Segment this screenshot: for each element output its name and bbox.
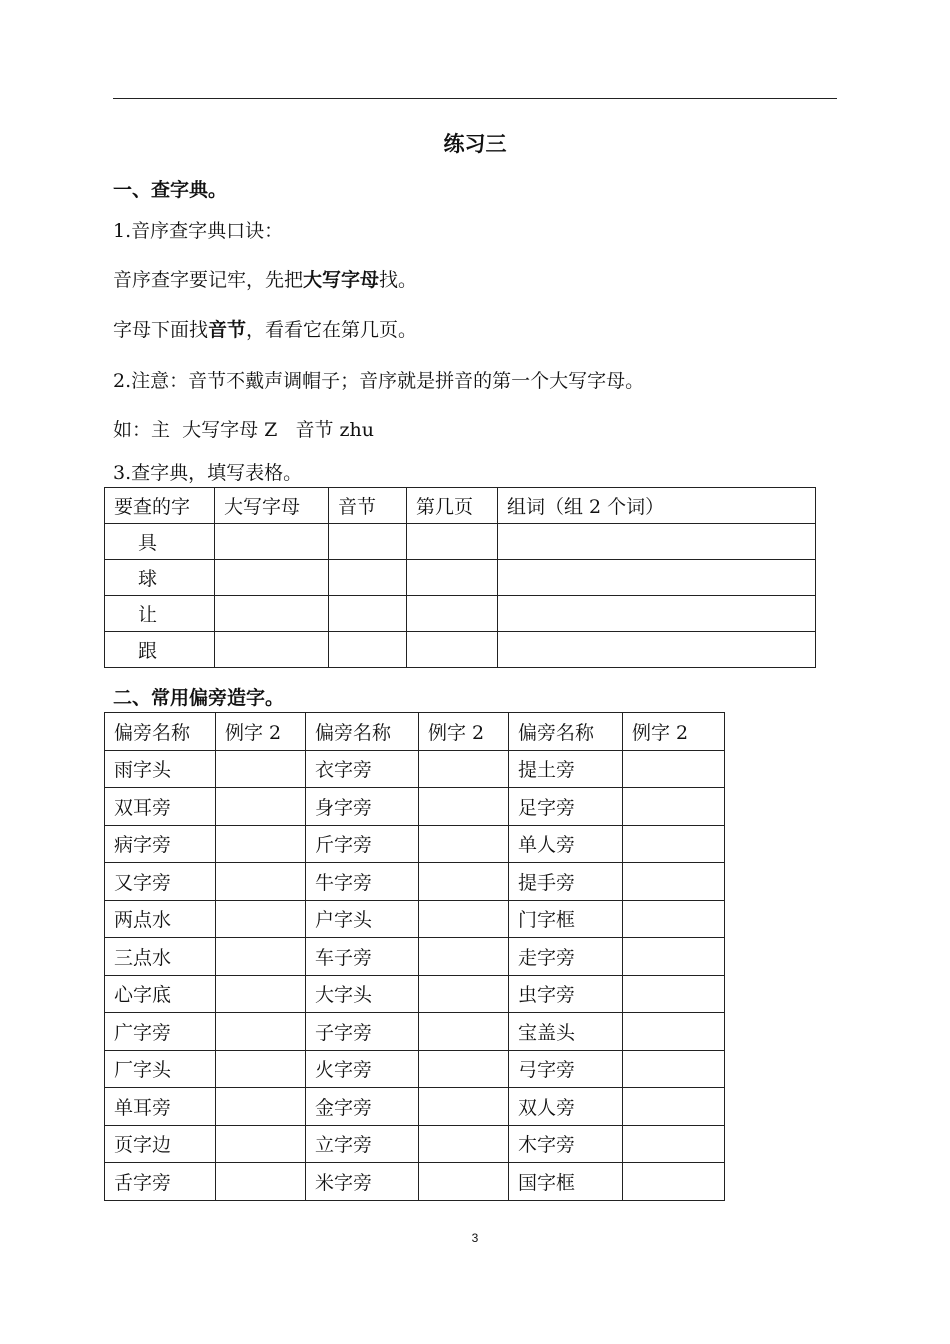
- radical-name: 单人旁: [509, 825, 623, 863]
- radical-name: 厂字头: [105, 1050, 216, 1088]
- radical-name: 虫字旁: [509, 975, 623, 1013]
- example-char-cell[interactable]: [623, 1013, 725, 1051]
- table-row: [105, 900, 725, 938]
- answer-cell[interactable]: [407, 632, 498, 668]
- example-char-cell[interactable]: [419, 1050, 509, 1088]
- table-row: [105, 596, 816, 632]
- example-char-cell[interactable]: [623, 1163, 725, 1201]
- radical-name: 广字旁: [105, 1013, 216, 1051]
- example-char-cell[interactable]: [419, 750, 509, 788]
- answer-cell[interactable]: [498, 560, 816, 596]
- table-row: [105, 1163, 725, 1201]
- item1-text: 1.音序查字典口诀：: [113, 220, 284, 242]
- radical-name: 单耳旁: [105, 1088, 216, 1126]
- example-char-cell[interactable]: [419, 938, 509, 976]
- radical-name: 木字旁: [509, 1125, 623, 1163]
- dictionary-table: [104, 487, 816, 668]
- example-char-cell[interactable]: [216, 938, 306, 976]
- section2-heading: 二、常用偏旁造字。: [113, 687, 285, 709]
- answer-cell[interactable]: [498, 524, 816, 560]
- radical-name: 足字旁: [509, 788, 623, 826]
- page-title: 练习三: [443, 132, 507, 156]
- table-row: [105, 1125, 725, 1163]
- example-char-cell[interactable]: [216, 975, 306, 1013]
- example-char-cell[interactable]: [216, 825, 306, 863]
- radical-name: 弓字旁: [509, 1050, 623, 1088]
- radical-name: 又字旁: [105, 863, 216, 901]
- radical-name: 立字旁: [306, 1125, 419, 1163]
- answer-cell[interactable]: [329, 632, 407, 668]
- radical-name: 金字旁: [306, 1088, 419, 1126]
- radical-name: 病字旁: [105, 825, 216, 863]
- table-header-cell: 例字 2: [419, 713, 509, 751]
- table-row: [105, 825, 725, 863]
- table-row: [105, 938, 725, 976]
- table-header-cell: 大写字母: [215, 488, 329, 524]
- table-row: [105, 1088, 725, 1126]
- answer-cell[interactable]: [407, 596, 498, 632]
- example-char-cell[interactable]: [419, 788, 509, 826]
- radical-name: 国字框: [509, 1163, 623, 1201]
- radical-name: 舌字旁: [105, 1163, 216, 1201]
- radical-name: 两点水: [105, 900, 216, 938]
- answer-cell[interactable]: [215, 524, 329, 560]
- example-char-cell[interactable]: [623, 975, 725, 1013]
- radical-name: 雨字头: [105, 750, 216, 788]
- answer-cell[interactable]: [498, 632, 816, 668]
- example-char-cell[interactable]: [419, 825, 509, 863]
- radical-name: 走字旁: [509, 938, 623, 976]
- lookup-char: 球: [105, 560, 215, 596]
- item2-text: 2.注意：音节不戴声调帽子；音序就是拼音的第一个大写字母。: [113, 370, 645, 392]
- example-char-cell[interactable]: [623, 938, 725, 976]
- radical-table: [104, 712, 725, 1201]
- answer-cell[interactable]: [329, 596, 407, 632]
- example-char-cell[interactable]: [419, 900, 509, 938]
- example-char-cell[interactable]: [216, 750, 306, 788]
- lookup-char: 跟: [105, 632, 215, 668]
- example-char-cell[interactable]: [216, 788, 306, 826]
- example-char-cell[interactable]: [419, 1125, 509, 1163]
- table-header-cell: 第几页: [407, 488, 498, 524]
- example-char-cell[interactable]: [419, 863, 509, 901]
- table-header-row: [105, 488, 816, 524]
- radical-name: 车子旁: [306, 938, 419, 976]
- table-row: [105, 788, 725, 826]
- answer-cell[interactable]: [329, 524, 407, 560]
- radical-name: 衣字旁: [306, 750, 419, 788]
- rhyme-line-2: 字母下面找音节，看看它在第几页。: [113, 319, 418, 341]
- answer-cell[interactable]: [215, 596, 329, 632]
- example-char-cell[interactable]: [216, 1013, 306, 1051]
- table-row: [105, 560, 816, 596]
- table-row: [105, 750, 725, 788]
- table-header-cell: 偏旁名称: [105, 713, 216, 751]
- example-char-cell[interactable]: [216, 1050, 306, 1088]
- table-header-cell: 音节: [329, 488, 407, 524]
- radical-name: 双耳旁: [105, 788, 216, 826]
- radical-name: 身字旁: [306, 788, 419, 826]
- table-header-row: [105, 713, 725, 751]
- radical-name: 双人旁: [509, 1088, 623, 1126]
- example-char-cell[interactable]: [216, 1163, 306, 1201]
- answer-cell[interactable]: [498, 596, 816, 632]
- header-rule: [113, 98, 837, 99]
- table-header-cell: 例字 2: [623, 713, 725, 751]
- example-char-cell[interactable]: [419, 975, 509, 1013]
- radical-name: 门字框: [509, 900, 623, 938]
- radical-name: 提土旁: [509, 750, 623, 788]
- example-char-cell[interactable]: [216, 900, 306, 938]
- example-char-cell[interactable]: [623, 1088, 725, 1126]
- answer-cell[interactable]: [407, 524, 498, 560]
- radical-name: 三点水: [105, 938, 216, 976]
- radical-name: 心字底: [105, 975, 216, 1013]
- rhyme-line-1: 音序查字要记牢，先把大写字母找。: [113, 269, 418, 291]
- radical-name: 户字头: [306, 900, 419, 938]
- radical-name: 斤字旁: [306, 825, 419, 863]
- table-row: [105, 524, 816, 560]
- table-row: [105, 975, 725, 1013]
- example-char-cell[interactable]: [623, 825, 725, 863]
- radical-name: 牛字旁: [306, 863, 419, 901]
- table-row: [105, 1050, 725, 1088]
- example-char-cell[interactable]: [623, 788, 725, 826]
- item3-text: 3.查字典，填写表格。: [113, 462, 303, 484]
- example-char-cell[interactable]: [623, 750, 725, 788]
- table-header-cell: 要查的字: [105, 488, 215, 524]
- example-char-cell[interactable]: [419, 1088, 509, 1126]
- table-header-cell: 偏旁名称: [509, 713, 623, 751]
- example-char-cell[interactable]: [216, 863, 306, 901]
- example-char-cell[interactable]: [419, 1013, 509, 1051]
- radical-name: 子字旁: [306, 1013, 419, 1051]
- table-row: [105, 632, 816, 668]
- radical-name: 大字头: [306, 975, 419, 1013]
- answer-cell[interactable]: [329, 560, 407, 596]
- radical-name: 米字旁: [306, 1163, 419, 1201]
- table-row: [105, 863, 725, 901]
- radical-name: 火字旁: [306, 1050, 419, 1088]
- page-number: 3: [471, 1231, 479, 1245]
- example-char-cell[interactable]: [623, 1125, 725, 1163]
- radical-name: 页字边: [105, 1125, 216, 1163]
- example-char-cell[interactable]: [419, 1163, 509, 1201]
- section1-heading: 一、查字典。: [113, 179, 228, 201]
- example-text: 如：主 大写字母 Z 音节 zhu: [113, 419, 374, 441]
- answer-cell[interactable]: [215, 560, 329, 596]
- radical-name: 宝盖头: [509, 1013, 623, 1051]
- table-header-cell: 偏旁名称: [306, 713, 419, 751]
- table-header-cell: 例字 2: [216, 713, 306, 751]
- example-char-cell[interactable]: [216, 1125, 306, 1163]
- example-char-cell[interactable]: [216, 1088, 306, 1126]
- lookup-char: 具: [105, 524, 215, 560]
- table-row: [105, 1013, 725, 1051]
- answer-cell[interactable]: [215, 632, 329, 668]
- example-char-cell[interactable]: [623, 863, 725, 901]
- radical-name: 提手旁: [509, 863, 623, 901]
- table-header-cell: 组词（组 2 个词）: [498, 488, 816, 524]
- example-char-cell[interactable]: [623, 900, 725, 938]
- example-char-cell[interactable]: [623, 1050, 725, 1088]
- answer-cell[interactable]: [407, 560, 498, 596]
- lookup-char: 让: [105, 596, 215, 632]
